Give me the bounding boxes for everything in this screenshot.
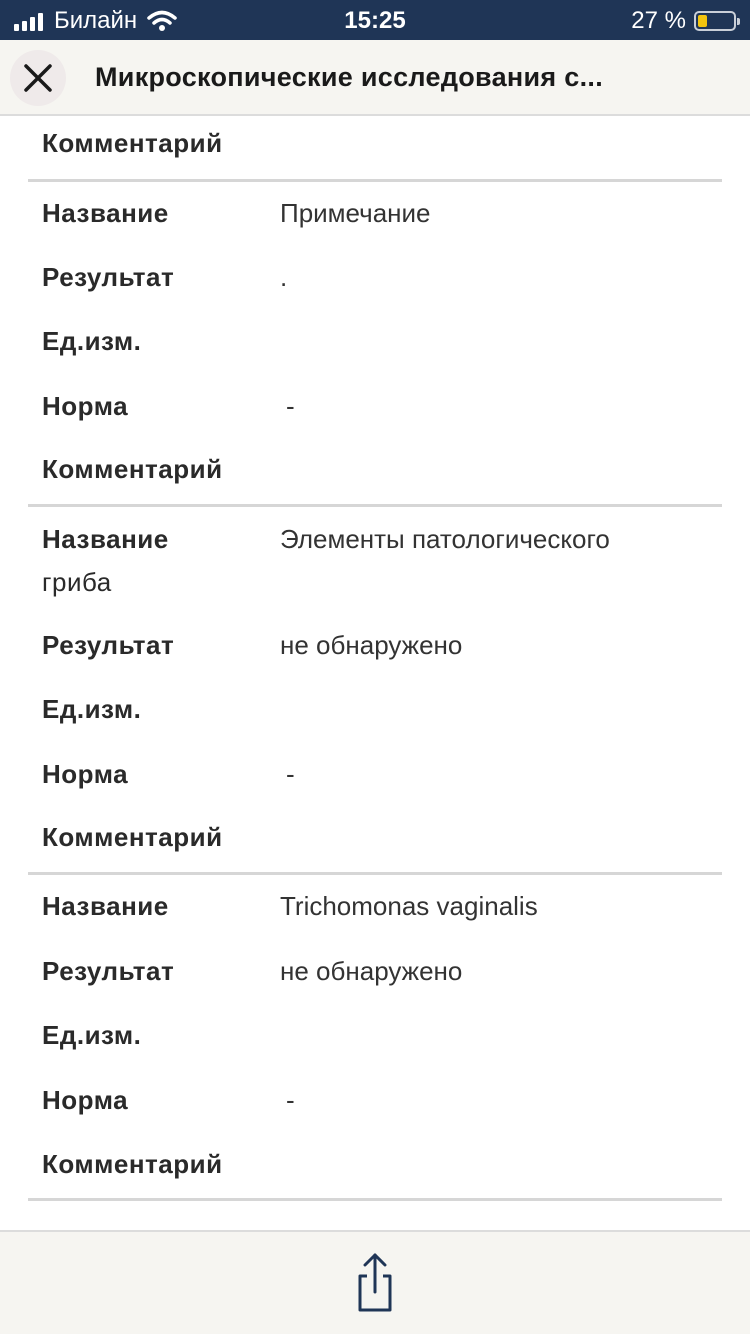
status-time: 15:25 [344, 7, 406, 34]
name-label: Название [42, 524, 169, 554]
share-button[interactable] [350, 1252, 400, 1314]
header-bar [0, 40, 750, 116]
unit-label: Ед.изм. [42, 1020, 142, 1050]
result-label: Результат [42, 262, 175, 292]
battery-level [698, 15, 707, 27]
name-label: Название [42, 891, 169, 921]
close-icon [23, 63, 53, 93]
divider [28, 179, 722, 182]
norm-label: Норма [42, 1085, 129, 1115]
norm-value: - [286, 391, 295, 421]
divider [28, 872, 722, 875]
battery-icon [694, 11, 736, 31]
unit-label: Ед.изм. [42, 326, 142, 356]
close-button[interactable] [10, 50, 66, 106]
status-right [631, 7, 736, 35]
divider [28, 504, 722, 507]
norm-label: Норма [42, 391, 129, 421]
share-icon [350, 1252, 400, 1314]
page-title: Микроскопические исследования с... [95, 62, 603, 92]
comment-label: Комментарий [42, 822, 223, 852]
name-value: Примечание [280, 198, 431, 228]
divider [28, 1198, 722, 1201]
result-label: Результат [42, 630, 175, 660]
carrier-name: Билайн [54, 7, 138, 34]
norm-value: - [286, 759, 295, 789]
result-value: не обнаружено [280, 630, 463, 660]
name-value: Элементы патологического [280, 524, 610, 554]
result-value: не обнаружено [280, 956, 463, 986]
status-bar [0, 0, 750, 40]
unit-label: Ед.изм. [42, 694, 142, 724]
comment-label: Комментарий [42, 1149, 223, 1179]
results-list[interactable] [0, 116, 750, 1230]
bottom-toolbar [0, 1230, 750, 1334]
comment-label: Комментарий [42, 454, 223, 484]
result-label: Результат [42, 956, 175, 986]
norm-value: - [286, 1085, 295, 1115]
name-value: Trichomonas vaginalis [280, 891, 538, 921]
norm-label: Норма [42, 759, 129, 789]
comment-label: Комментарий [42, 128, 223, 158]
name-label-continuation: гриба [42, 567, 112, 597]
name-label: Название [42, 198, 169, 228]
battery-percent: 27 % [631, 7, 686, 34]
result-value: . [280, 262, 288, 292]
